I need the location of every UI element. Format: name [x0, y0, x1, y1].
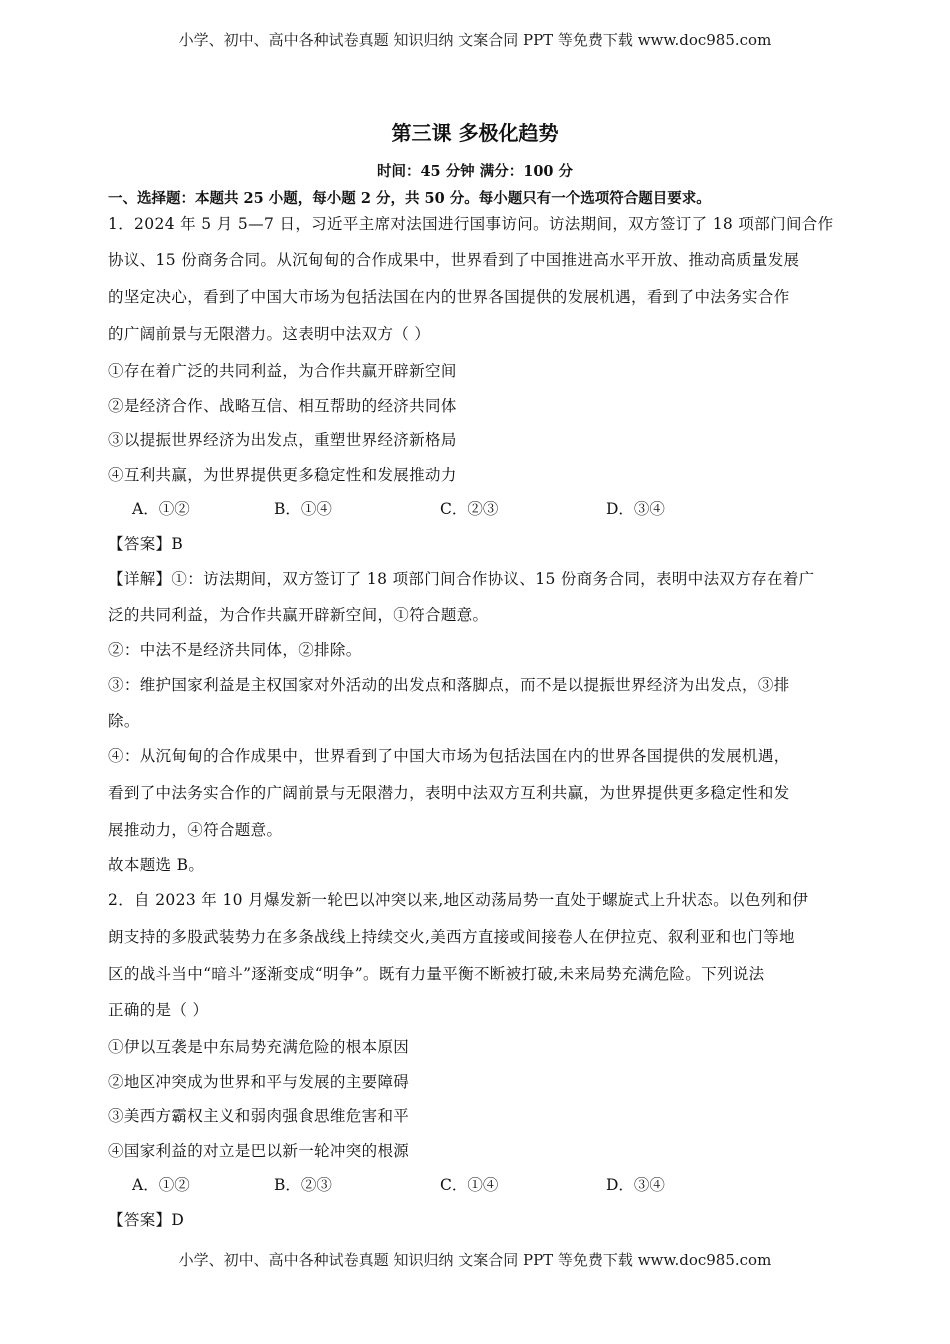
statement-item: ①存在着广泛的共同利益，为合作共赢开辟新空间 [108, 362, 457, 380]
page-title: 第三课 多极化趋势 [391, 121, 559, 145]
explanation-line: ④：从沉甸甸的合作成果中，世界看到了中国大市场为包括法国在内的世界各国提供的发展机遇， [108, 747, 790, 765]
section-heading: 一、选择题：本题共 25 小题，每小题 2 分，共 50 分。每小题只有一个选项符合题目要求。 [108, 190, 711, 207]
option-c: C．②③ [440, 500, 499, 518]
explanation-line: 展推动力，④符合题意。 [108, 821, 283, 839]
option-b: B．①④ [274, 500, 332, 518]
option-d: D．③④ [606, 1176, 665, 1194]
explanation-line: 泛的共同利益，为合作共赢开辟新空间，①符合题意。 [108, 606, 489, 624]
statement-item: ④互利共赢，为世界提供更多稳定性和发展推动力 [108, 466, 457, 484]
answer-label: 【答案】D [108, 1211, 185, 1229]
option-a: A．①② [132, 500, 190, 518]
page-header-banner: 小学、初中、高中各种试卷真题 知识归纳 文案合同 PPT 等免费下载 www.doc985.com [178, 31, 772, 49]
explanation-line: 看到了中法务实合作的广阔前景与无限潜力，表明中法双方互利共赢，为世界提供更多稳定性和发 [108, 784, 790, 802]
option-a: A．①② [132, 1176, 190, 1194]
statement-item: ②是经济合作、战略互信、相互帮助的经济共同体 [108, 397, 457, 415]
statement-item: ④国家利益的对立是巴以新一轮冲突的根源 [108, 1142, 410, 1160]
question-stem-line: 协议、15 份商务合同。从沉甸甸的合作成果中，世界看到了中国推进高水平开放、推动高质量发展 [108, 251, 800, 269]
page-footer-banner: 小学、初中、高中各种试卷真题 知识归纳 文案合同 PPT 等免费下载 www.doc985.com [178, 1251, 772, 1269]
explanation-line: 故本题选 B。 [108, 856, 205, 874]
question-stem-line: 区的战斗当中“暗斗”逐渐变成“明争”。既有力量平衡不断被打破,未来局势充满危险。下列说法 [108, 965, 765, 983]
question-stem-line: 的广阔前景与无限潜力。这表明中法双方（ ） [108, 325, 431, 343]
question-stem-line: 1．2024 年 5 月 5—7 日，习近平主席对法国进行国事访问。访法期间，双方签订了 18 项部门间合作 [108, 215, 834, 233]
exam-meta: 时间：45 分钟 满分：100 分 [376, 163, 574, 180]
question-stem-line: 正确的是（ ） [108, 1001, 209, 1019]
explanation-line: ②：中法不是经济共同体，②排除。 [108, 641, 362, 659]
statement-item: ①伊以互袭是中东局势充满危险的根本原因 [108, 1038, 410, 1056]
explanation-line: 【详解】①：访法期间，双方签订了 18 项部门间合作协议、15 份商务合同，表明中法双方存在着广 [108, 570, 815, 588]
statement-item: ②地区冲突成为世界和平与发展的主要障碍 [108, 1073, 410, 1091]
question-stem-line: 的坚定决心，看到了中国大市场为包括法国在内的世界各国提供的发展机遇，看到了中法务实合作 [108, 288, 790, 306]
answer-label: 【答案】B [108, 535, 184, 553]
option-c: C．①④ [440, 1176, 499, 1194]
question-stem-line: 朗支持的多股武装势力在多条战线上持续交火,美西方直接或间接卷人在伊拉克、叙利亚和也门等地 [108, 928, 795, 946]
option-d: D．③④ [606, 500, 665, 518]
option-b: B．②③ [274, 1176, 332, 1194]
statement-item: ③美西方霸权主义和弱肉强食思维危害和平 [108, 1107, 410, 1125]
question-stem-line: 2．自 2023 年 10 月爆发新一轮巴以冲突以来,地区动荡局势一直处于螺旋式上升状态。以色列和伊 [108, 891, 809, 909]
explanation-line: ③：维护国家利益是主权国家对外活动的出发点和落脚点，而不是以提振世界经济为出发点，③排 [108, 676, 790, 694]
explanation-line: 除。 [108, 712, 140, 730]
statement-item: ③以提振世界经济为出发点，重塑世界经济新格局 [108, 431, 457, 449]
